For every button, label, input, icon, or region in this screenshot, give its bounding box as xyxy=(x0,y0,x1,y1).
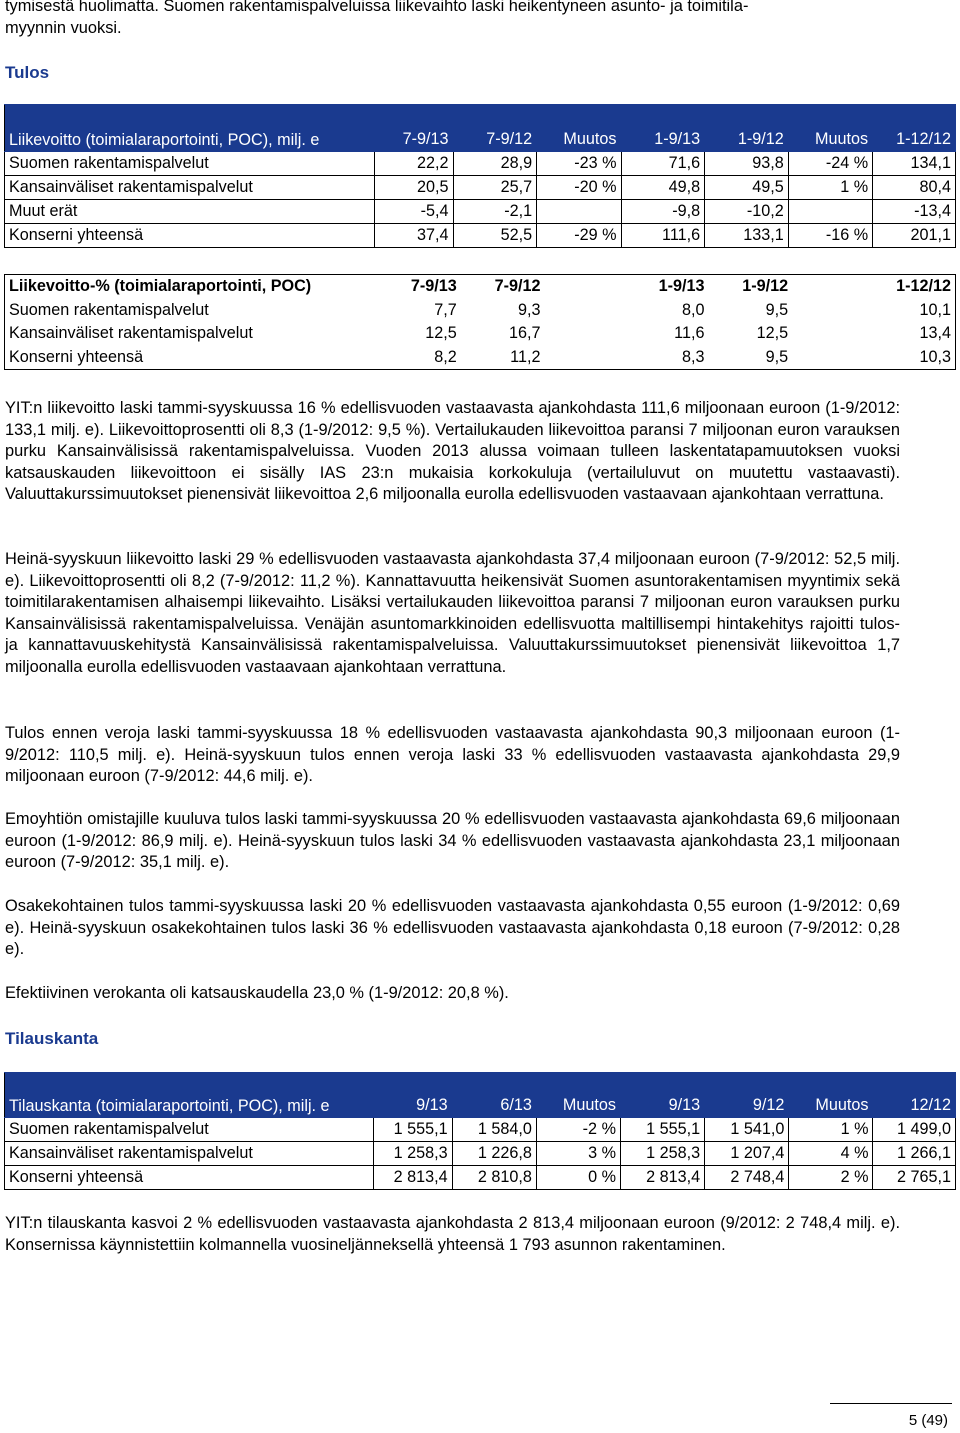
cell: 1 258,3 xyxy=(373,1142,452,1166)
cell xyxy=(788,200,872,224)
column-header: 1-9/13 xyxy=(658,277,705,295)
cell: 11,2 xyxy=(510,347,541,366)
row-label: Muut erät xyxy=(5,200,375,224)
row-label: Konserni yhteensä xyxy=(9,347,144,366)
table-row xyxy=(5,299,956,323)
column-header: 9/12 xyxy=(705,1073,789,1118)
cell: 22,2 xyxy=(375,152,453,176)
cell: 11,6 xyxy=(674,324,705,343)
cell: 93,8 xyxy=(705,152,789,176)
cell: 1 541,0 xyxy=(705,1118,789,1142)
cell: 25,7 xyxy=(453,176,537,200)
column-header: 7-9/13 xyxy=(375,105,453,152)
cell: 9,5 xyxy=(765,300,789,319)
intro-line-1: tymisestä huolimatta. Suomen rakentamispalveluissa liikevaihto laski heikentyneen asunto- ja toimitila- xyxy=(5,0,749,15)
cell: 8,3 xyxy=(681,347,705,366)
row-label: Kansainväliset rakentamispalvelut xyxy=(9,324,253,343)
column-header: 1-9/13 xyxy=(621,105,705,152)
cell xyxy=(792,299,872,323)
row-label: Konserni yhteensä xyxy=(5,1166,374,1190)
cell: 13,4 xyxy=(919,324,951,343)
paragraph-operating-profit-q3: Heinä-syyskuun liikevoitto laski 29 % edellisvuoden vastaavasta ajankohdasta 37,4 miljoonaan euroon (7-9/2012: 52,5 milj. e). Liikevoittoprosentti oli 8,2 (7-9/2012: 11,2 %). Kannattavuutta heikensivät Suomen asuntorakentamisen myyntimix sekä toimitilarakentamisen alhaisempi liikevaihto. Lisäksi vertailukauden liikevoittoa paransi 7 miljoonan euron varauksen purku Kansainvälisissä rakentamispalveluissa. Venäjän asuntomarkkinoiden edellisvuotta maltillisempi hintakehitys rajoitti tulos- ja kannattavuuskehitystä Kansainvälisissä rakentamispalveluissa. Valuuttakurssimuutokset pienensivät liikevoittoa 1,7 miljoonalla eurolla edellisvuoden vastaavaan ajankohtaan verrattuna. xyxy=(5,550,900,676)
cell: 1 226,8 xyxy=(452,1142,536,1166)
cell: 28,9 xyxy=(453,152,537,176)
cell: 133,1 xyxy=(705,224,789,248)
cell: -2 % xyxy=(536,1118,620,1142)
column-header: Muutos xyxy=(536,1073,620,1118)
table-header-row xyxy=(5,105,956,152)
table-title: Tilauskanta (toimialaraportointi, POC), milj. e xyxy=(5,1073,374,1118)
cell: 3 % xyxy=(536,1142,620,1166)
cell: 1 266,1 xyxy=(873,1142,956,1166)
cell: -9,8 xyxy=(621,200,705,224)
cell: 2 765,1 xyxy=(873,1166,956,1190)
cell: 10,3 xyxy=(919,347,951,366)
section-heading-tulos: Tulos xyxy=(5,63,50,82)
cell xyxy=(544,299,624,323)
cell: 1 555,1 xyxy=(620,1118,704,1142)
column-header: 9/13 xyxy=(373,1073,452,1118)
column-header: 1-12/12 xyxy=(873,105,956,152)
cell: -29 % xyxy=(537,224,621,248)
column-header: 7-9/13 xyxy=(410,277,457,295)
cell: -2,1 xyxy=(453,200,537,224)
paragraph-profit-before-taxes: Tulos ennen veroja laski tammi-syyskuussa 18 % edellisvuoden vastaavasta ajankohdasta 90,3 miljoonaan euroon (1-9/2012: 110,5 milj. e). Heinä-syyskuun tulos ennen veroja laski 33 % edellisvuoden vastaavasta ajankohdasta 29,9 miljoonaan euroon (7-9/2012: 44,6 milj. e). xyxy=(5,724,900,786)
cell: 2 813,4 xyxy=(373,1166,452,1190)
cell: 1 % xyxy=(789,1118,873,1142)
cell: 10,1 xyxy=(919,300,951,319)
cell: 2 810,8 xyxy=(452,1166,536,1190)
table-row xyxy=(5,152,956,176)
cell xyxy=(792,346,872,370)
operating-profit-table xyxy=(4,104,956,248)
cell: 16,7 xyxy=(508,324,541,343)
cell: -16 % xyxy=(788,224,872,248)
cell: 8,0 xyxy=(681,300,705,319)
cell xyxy=(537,200,621,224)
column-header: 1-12/12 xyxy=(896,277,951,295)
cell xyxy=(792,322,872,346)
cell: 4 % xyxy=(789,1142,873,1166)
cell: 1 499,0 xyxy=(873,1118,956,1142)
cell: -20 % xyxy=(537,176,621,200)
paragraph-profit-attributable: Emoyhtiön omistajille kuuluva tulos laski tammi-syyskuussa 20 % edellisvuoden vastaavasta ajankohdasta 69,6 miljoonaan euroon (1-9/2012: 86,9 milj. e). Heinä-syyskuun tulos laski 34 % edellisvuoden vastaavasta ajankohdasta 23,1 miljoonaan euroon (7-9/2012: 35,1 milj. e). xyxy=(5,810,900,872)
paragraph-eps: Osakekohtainen tulos tammi-syyskuussa laski 20 % edellisvuoden vastaavasta ajankohdasta 0,55 euroon (1-9/2012: 0,69 e). Heinä-syyskuun osakekohtainen tulos laski 36 % edellisvuoden vastaavasta ajankohdasta 0,18 euroon (7-9/2012: 0,28 e). xyxy=(5,897,900,959)
intro-paragraph xyxy=(5,0,900,39)
cell: 1 584,0 xyxy=(452,1118,536,1142)
cell: 20,5 xyxy=(375,176,453,200)
cell: -23 % xyxy=(537,152,621,176)
table-row xyxy=(5,1118,956,1142)
column-header xyxy=(792,275,872,299)
row-label: Kansainväliset rakentamispalvelut xyxy=(5,176,375,200)
cell: 8,2 xyxy=(434,347,457,366)
table-row xyxy=(5,346,956,370)
operating-margin-table xyxy=(4,274,956,370)
cell xyxy=(544,346,624,370)
paragraph-tax-rate: Efektiivinen verokanta oli katsauskaudella 23,0 % (1-9/2012: 20,8 %). xyxy=(5,984,509,1002)
table-row xyxy=(5,1166,956,1190)
row-label: Suomen rakentamispalvelut xyxy=(9,300,209,319)
column-header: Muutos xyxy=(789,1073,873,1118)
cell: 2 813,4 xyxy=(620,1166,704,1190)
table-title: Liikevoitto (toimialaraportointi, POC), milj. e xyxy=(5,105,375,152)
column-header: 7-9/12 xyxy=(494,277,541,295)
cell: 1 555,1 xyxy=(373,1118,452,1142)
column-header: 7-9/12 xyxy=(453,105,537,152)
cell: 49,5 xyxy=(705,176,789,200)
order-backlog-table xyxy=(4,1072,956,1190)
intro-line-2: myynnin vuoksi. xyxy=(5,18,122,37)
cell: -5,4 xyxy=(375,200,453,224)
column-header: Muutos xyxy=(788,105,872,152)
cell: 1 % xyxy=(788,176,872,200)
cell: 2 748,4 xyxy=(705,1166,789,1190)
cell: 134,1 xyxy=(873,152,956,176)
column-header: 6/13 xyxy=(452,1073,536,1118)
table-row xyxy=(5,322,956,346)
column-header: 12/12 xyxy=(873,1073,956,1118)
cell: -24 % xyxy=(788,152,872,176)
row-label: Suomen rakentamispalvelut xyxy=(5,152,375,176)
row-label: Konserni yhteensä xyxy=(5,224,375,248)
cell: -10,2 xyxy=(705,200,789,224)
column-header: 1-9/12 xyxy=(705,105,789,152)
cell: 12,5 xyxy=(425,324,457,343)
cell: 2 % xyxy=(789,1166,873,1190)
table-header-row xyxy=(5,275,956,299)
table-row xyxy=(5,224,956,248)
cell: 37,4 xyxy=(375,224,453,248)
table-row xyxy=(5,200,956,224)
column-header: 1-9/12 xyxy=(742,277,789,295)
table-header-row xyxy=(5,1073,956,1118)
cell: 111,6 xyxy=(621,224,705,248)
cell: 7,7 xyxy=(434,300,457,319)
column-header: Muutos xyxy=(537,105,621,152)
cell: 52,5 xyxy=(453,224,537,248)
column-header: 9/13 xyxy=(620,1073,704,1118)
column-header xyxy=(544,275,624,299)
cell: 12,5 xyxy=(756,324,789,343)
table-row xyxy=(5,176,956,200)
paragraph-order-backlog: YIT:n tilauskanta kasvoi 2 % edellisvuoden vastaavasta ajankohdasta 2 813,4 miljoonaan euroon (9/2012: 2 748,4 milj. e). Konsernissa käynnistettiin kolmannella vuosineljänneksellä yhteensä 1 793 asunnon rakentaminen. xyxy=(5,1214,900,1254)
table-title: Liikevoitto-% (toimialaraportointi, POC) xyxy=(9,277,312,295)
row-label: Kansainväliset rakentamispalvelut xyxy=(5,1142,374,1166)
footer-divider xyxy=(830,1403,952,1404)
cell xyxy=(544,322,624,346)
page-number: 5 (49) xyxy=(908,1412,948,1429)
section-heading-tilauskanta: Tilauskanta xyxy=(5,1029,99,1048)
cell: 0 % xyxy=(536,1166,620,1190)
paragraph-operating-profit-ytd: YIT:n liikevoitto laski tammi-syyskuussa 16 % edellisvuoden vastaavasta ajankohdasta 111,6 miljoonaan euroon (1-9/2012: 133,1 milj. e). Liikevoittoprosentti oli 8,3 (1-9/2012: 9,5 %). Vertailukauden liikevoittoa paransi 7 miljoonan euron varauksen purku Kansainvälisissä rakentamispalveluissa. Vuoden 2013 alussa voimaan tulleen laskentatapamuutoksen vuoksi katsauskauden liikevoittoon ei sisälly IAS 23:n mukaisia korkokuluja (vertailuluvut on muutettu vastaavasti). Valuuttakurssimuutokset pienensivät liikevoittoa 2,6 miljoonalla eurolla edellisvuoden vastaavaan ajankohtaan verrattuna. xyxy=(5,399,900,504)
cell: 71,6 xyxy=(621,152,705,176)
cell: 1 207,4 xyxy=(705,1142,789,1166)
cell: -13,4 xyxy=(873,200,956,224)
row-label: Suomen rakentamispalvelut xyxy=(5,1118,374,1142)
table-row xyxy=(5,1142,956,1166)
cell: 49,8 xyxy=(621,176,705,200)
cell: 80,4 xyxy=(873,176,956,200)
cell: 1 258,3 xyxy=(620,1142,704,1166)
cell: 9,5 xyxy=(765,347,789,366)
cell: 201,1 xyxy=(873,224,956,248)
cell: 9,3 xyxy=(517,300,541,319)
